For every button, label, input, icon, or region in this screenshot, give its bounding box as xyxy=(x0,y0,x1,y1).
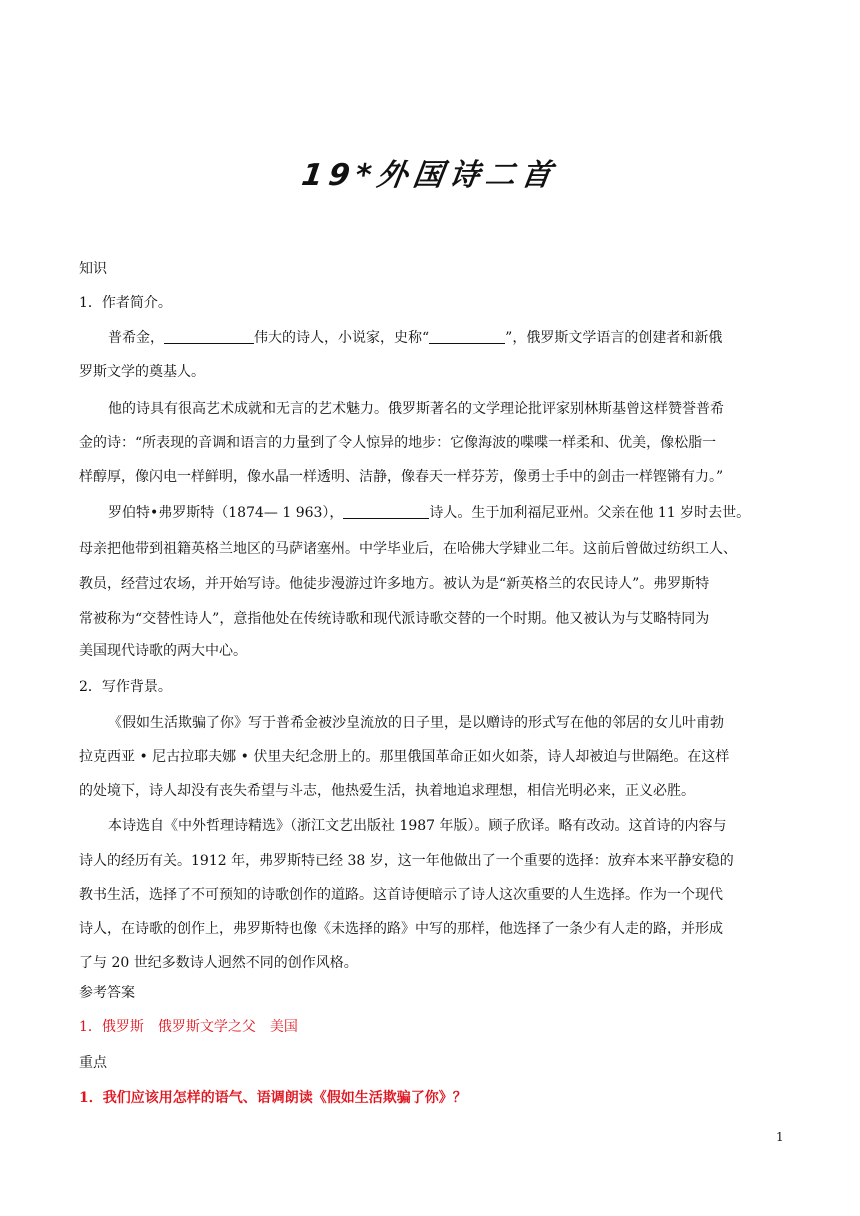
paragraph-line: 样醇厚，像闪电一样鲜明，像水晶一样透明、洁静，像春天一样芬芳，像勇士手中的剑击一样铿锵有力。” xyxy=(79,469,724,485)
paragraph-line: 教书生活，选择了不可预知的诗歌创作的道路。这首诗便暗示了诗人这次重要的人生选择。作为一个现代 xyxy=(79,887,723,903)
paragraph-line: 罗斯文学的奠基人。 xyxy=(79,364,205,380)
paragraph-line: 拉克西亚 • 尼古拉耶夫娜 • 伏里夫纪念册上的。那里俄国革命正如火如荼，诗人却被迫与世隔绝。在这样 xyxy=(79,749,730,765)
paragraph-line: 诗人的经历有关。1912 年，弗罗斯特已经 38 岁，这一年他做出了一个重要的选择：放弃本来平静安稳的 xyxy=(79,853,734,869)
fill-in-blank xyxy=(164,329,254,344)
paragraph-frost-line-1 xyxy=(108,502,750,522)
text-segment: 罗伯特•弗罗斯特（1874— 1 963）， xyxy=(108,505,344,521)
text-segment: 伟大的诗人，小说家，史称“ xyxy=(254,330,430,346)
paragraph-line: 常被称为“交替性诗人”，意指他处在传统诗歌和现代派诗歌交替的一个时期。他又被认为与艾略特同为 xyxy=(79,611,710,627)
fill-in-blank xyxy=(343,504,429,519)
paragraph-line: 美国现代诗歌的两大中心。 xyxy=(79,643,247,659)
item-background-heading: 2．写作背景。 xyxy=(79,679,172,695)
paragraph-pushkin-line-1 xyxy=(108,327,722,347)
page-number: 1 xyxy=(776,1130,784,1144)
paragraph-line: 金的诗：“所表现的音调和语言的力量到了令人惊异的地步：它像海波的喋喋一样柔和、优美，像松脂一 xyxy=(79,435,717,451)
item-author-heading: 1．作者简介。 xyxy=(79,295,172,311)
fill-in-blank xyxy=(429,329,505,344)
paragraph-line: 本诗选自《中外哲理诗精选》（浙江文艺出版社 1987 年版）。顾子欣译。略有改动。这首诗的内容与 xyxy=(108,818,727,834)
text-segment: ”，俄罗斯文学语言的创建者和新俄 xyxy=(505,330,723,346)
paragraph-line: 他的诗具有很高艺术成就和无言的艺术魅力。俄罗斯著名的文学理论批评家别林斯基曾这样赞誉普希 xyxy=(108,401,724,417)
answer-line: 1．俄罗斯 俄罗斯文学之父 美国 xyxy=(79,1019,298,1035)
paragraph-line: 母亲把他带到祖籍英格兰地区的马萨诸塞州。中学毕业后，在哈佛大学肄业二年。这前后曾做过纺织工人、 xyxy=(79,541,737,557)
page-title: 19*外国诗二首 xyxy=(299,158,560,193)
text-segment: 普希金， xyxy=(108,330,164,346)
text-segment: 诗人。生于加利福尼亚州。父亲在他 11 岁时去世。 xyxy=(429,505,751,521)
question-1: 1．我们应该用怎样的语气、语调朗读《假如生活欺骗了你》？ xyxy=(79,1090,467,1106)
paragraph-line: 了与 20 世纪多数诗人迥然不同的创作风格。 xyxy=(79,955,358,971)
paragraph-line: 《假如生活欺骗了你》写于普希金被沙皇流放的日子里，是以赠诗的形式写在他的邻居的女儿叶甫勃 xyxy=(108,715,724,731)
paragraph-line: 诗人，在诗歌的创作上，弗罗斯特也像《未选择的路》中写的那样，他选择了一条少有人走的路，并形成 xyxy=(79,921,723,937)
paragraph-line: 的处境下，诗人却没有丧失希望与斗志，他热爱生活，执着地追求理想，相信光明必来，正义必胜。 xyxy=(79,783,695,799)
section-answers: 参考答案 xyxy=(79,985,135,1001)
section-key-points: 重点 xyxy=(79,1055,107,1071)
section-knowledge: 知识 xyxy=(79,261,107,277)
paragraph-line: 教员，经营过农场，并开始写诗。他徒步漫游过许多地方。被认为是“新英格兰的农民诗人”。弗罗斯特 xyxy=(79,576,710,592)
